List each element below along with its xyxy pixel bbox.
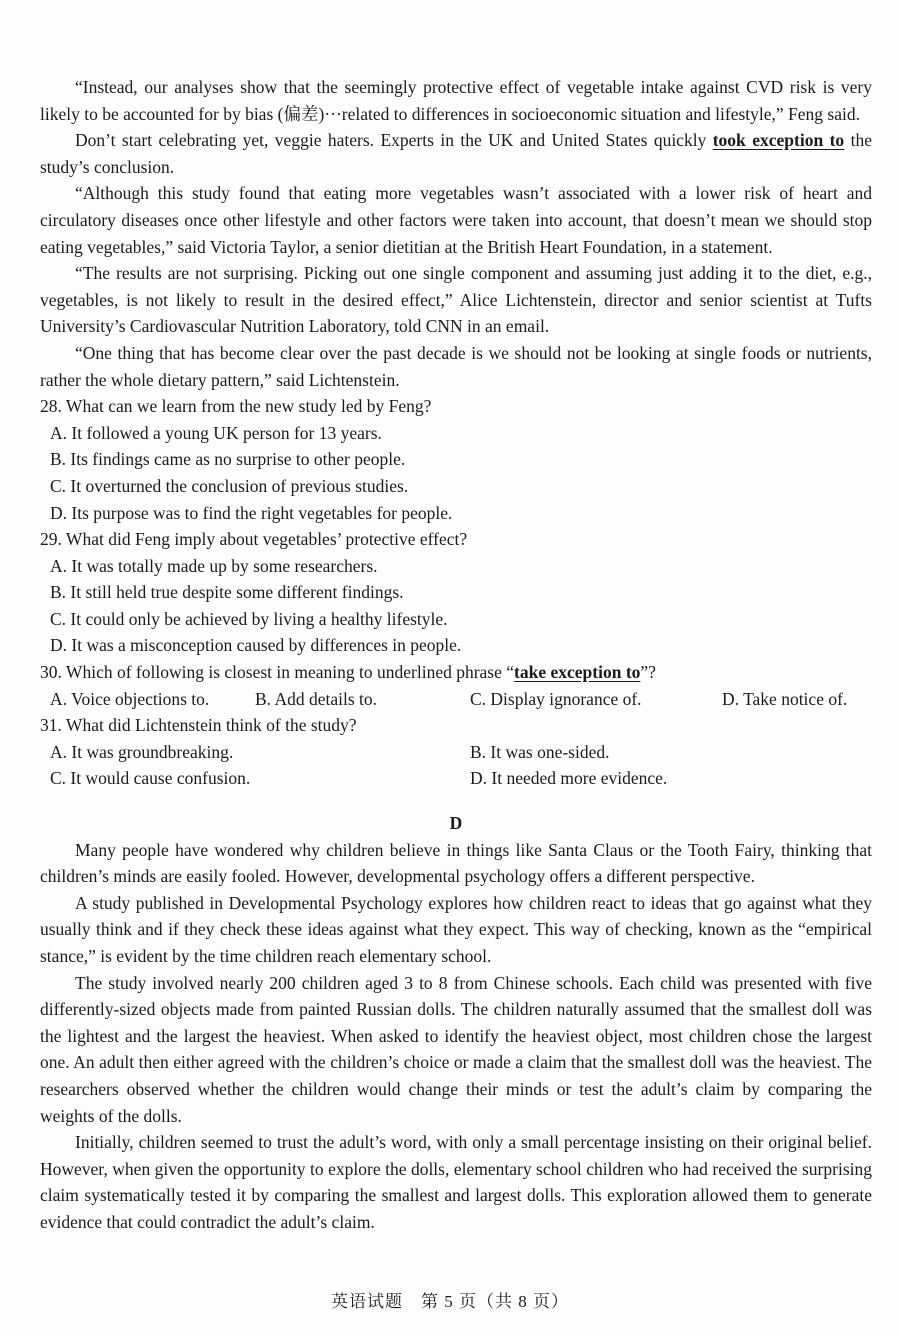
question-29-option-b: B. It still held true despite some different findings. — [50, 582, 404, 603]
question-30-option-b: B. Add details to. — [255, 688, 378, 709]
passage-c-paragraph-5: “One thing that has become clear over the past decade is we should not be looking at single foods or nutrients, rather the whole dietary pattern,” said Lichtenstein. — [40, 342, 872, 390]
passage-d-section-header: D — [449, 813, 463, 834]
question-31-options-row-2 — [40, 765, 872, 792]
question-28-option-b: B. Its findings came as no surprise to other people. — [50, 449, 406, 470]
question-31-option-d: D. It needed more evidence. — [470, 768, 668, 789]
page-footer: 英语试题 第 5 页（共 8 页） — [331, 1292, 569, 1312]
question-29 — [40, 526, 872, 659]
paragraph-text: the study’s conclusion. — [40, 130, 872, 177]
question-30-options — [40, 686, 872, 713]
underlined-phrase-took-exception-to: took exception to — [712, 130, 845, 151]
question-29-option-a: A. It was totally made up by some researchers. — [50, 555, 378, 576]
question-31-option-c: C. It would cause confusion. — [50, 768, 251, 789]
question-31-option-b: B. It was one-sided. — [470, 741, 610, 762]
passage-d-paragraph-3: The study involved nearly 200 children aged 3 to 8 from Chinese schools. Each child was presented with five differently-sized objects made from painted Russian dolls. The children naturally assumed that the smallest doll was the lightest and the largest the heaviest. When asked to identify the heaviest object, most children chose the largest one. An adult then either agreed with the children’s choice or made a claim that the smallest doll was the heaviest. The researchers observed whether the children would change their minds or test the adult’s claim by comparing the weights of the dolls. — [40, 972, 872, 1126]
question-text: ”? — [640, 662, 656, 683]
question-31-option-a: A. It was groundbreaking. — [50, 741, 234, 762]
passage-c-paragraph-1: “Instead, our analyses show that the seemingly protective effect of vegetable intake against CVD risk is very likely to be accounted for by bias (偏差)···related to differences in socioeconomic situation and lifestyle,” Feng said. — [40, 77, 872, 124]
question-29-option-d: D. It was a misconception caused by differences in people. — [50, 635, 462, 656]
question-28 — [40, 393, 872, 526]
question-30-option-c: C. Display ignorance of. — [470, 688, 642, 709]
question-28-option-c: C. It overturned the conclusion of previous studies. — [50, 475, 409, 496]
question-text: 30. Which of following is closest in meaning to underlined phrase “ — [40, 662, 515, 683]
question-31-options-row-1 — [40, 739, 872, 766]
passage-c-paragraph-2 — [40, 127, 872, 180]
question-28-option-d: D. Its purpose was to find the right vegetables for people. — [50, 502, 453, 523]
underlined-phrase-take-exception-to: take exception to — [514, 662, 641, 683]
question-29-option-c: C. It could only be achieved by living a healthy lifestyle. — [50, 608, 448, 629]
question-30-stem — [40, 659, 872, 686]
passage-d-paragraph-1: Many people have wondered why children believe in things like Santa Claus or the Tooth Fairy, thinking that children’s minds are easily fooled. However, developmental psychology offers a different perspective. — [40, 839, 872, 887]
question-30-option-d: D. Take notice of. — [722, 688, 848, 709]
passage-c-paragraph-4: “The results are not surprising. Picking out one single component and assuming just adding it to the diet, e.g., vegetables, is not likely to result in the desired effect,” Alice Lichtenstein, director and senior scientist at Tufts University’s Cardiovascular Nutrition Laboratory, told CNN in an email. — [40, 263, 872, 337]
paragraph-text: Don’t start celebrating yet, veggie haters. Experts in the UK and United States quickly — [75, 130, 713, 151]
question-31-stem: 31. What did Lichtenstein think of the study? — [40, 715, 357, 736]
question-28-option-a: A. It followed a young UK person for 13 years. — [50, 422, 382, 443]
passage-c-paragraph-3: “Although this study found that eating more vegetables wasn’t associated with a lower risk of heart and circulatory diseases once other lifestyle and other factors were taken into account, that doesn’t mean we should stop eating vegetables,” said Victoria Taylor, a senior dietitian at the British Heart Foundation, in a statement. — [40, 183, 872, 257]
question-30-option-a: A. Voice objections to. — [50, 688, 210, 709]
passage-d-paragraph-2: A study published in Developmental Psychology explores how children react to ideas that go against what they usually think and if they check these ideas against what they expect. This way of checking, known as the “empirical stance,” is evident by the time children reach elementary school. — [40, 892, 872, 966]
question-29-stem: 29. What did Feng imply about vegetables’ protective effect? — [40, 529, 468, 550]
question-31 — [40, 712, 872, 792]
question-30 — [40, 659, 872, 712]
question-28-stem: 28. What can we learn from the new study led by Feng? — [40, 396, 432, 417]
passage-d-paragraph-4: Initially, children seemed to trust the adult’s word, with only a small percentage insisting on their original belief. However, when given the opportunity to explore the dolls, elementary school children who had received the surprising claim systematically tested it by comparing the smallest and largest dolls. This exploration allowed them to generate evidence that could contradict the adult’s claim. — [40, 1132, 872, 1232]
